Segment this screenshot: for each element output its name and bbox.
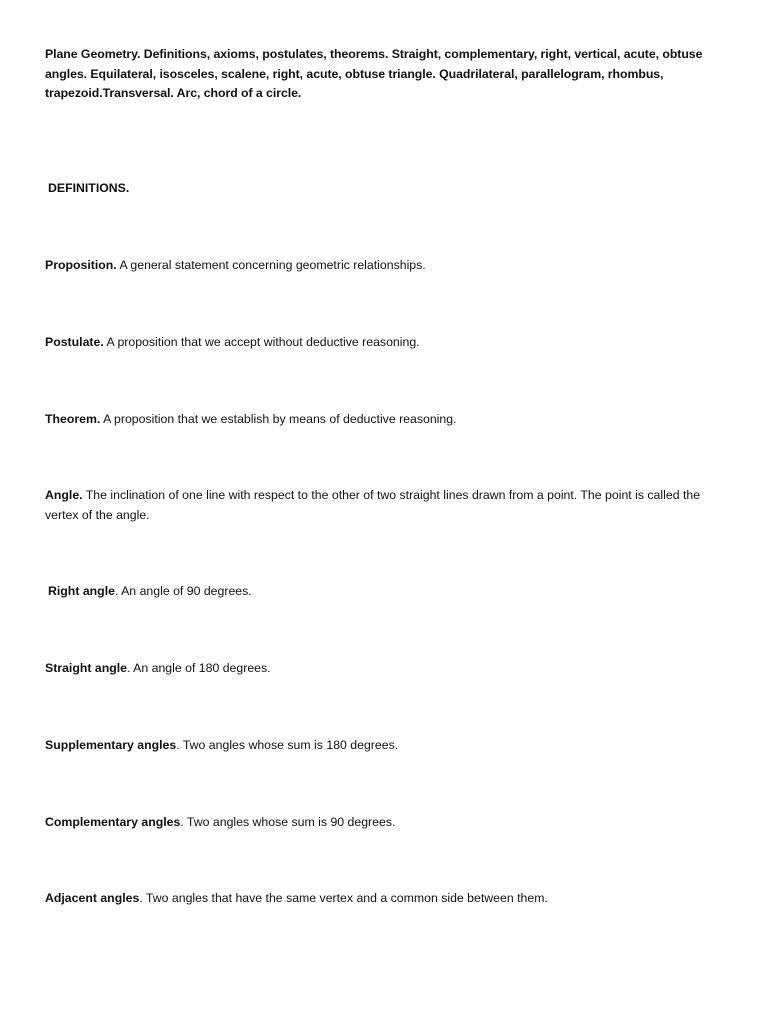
definition-term: Postulate.: [45, 335, 104, 349]
definition-supplementary-angles: [45, 736, 725, 756]
definition-term: Proposition.: [45, 258, 117, 272]
definition-term: Adjacent angles: [45, 891, 140, 905]
definition-text: . Two angles whose sum is 180 degrees.: [176, 738, 399, 752]
definition-text: A general statement concerning geometric relationships.: [116, 258, 426, 272]
definition-proposition: [45, 256, 725, 276]
definition-text: The inclination of one line with respect to the other of two straight lines drawn from a point. The point is called the vertex of the angle.: [45, 488, 701, 522]
definition-text: . An angle of 90 degrees.: [114, 584, 252, 598]
definition-adjacent-angles: [45, 889, 725, 909]
definition-term: Supplementary angles: [45, 738, 177, 752]
definition-text: . Two angles whose sum is 90 degrees.: [180, 815, 396, 829]
definition-text: A proposition that we accept without deductive reasoning.: [103, 335, 420, 349]
definition-straight-angle: [45, 659, 725, 679]
definition-term: Angle.: [45, 488, 83, 502]
definition-text: . Two angles that have the same vertex and a common side between them.: [139, 891, 548, 905]
definition-term: Complementary angles: [45, 815, 181, 829]
definition-complementary-angles: [45, 813, 725, 833]
section-heading: DEFINITIONS.: [48, 181, 130, 195]
definition-text: . An angle of 180 degrees.: [127, 661, 271, 675]
definition-angle: [45, 486, 725, 525]
definition-theorem: [45, 410, 725, 430]
document-title: Plane Geometry. Definitions, axioms, postulates, theorems. Straight, complementary, right, vertical, acute, obtuse angles. Equilateral, isosceles, scalene, right, acute, obtuse triangle. Quadrilateral, parallelogram, rhombus, trapezoid.Transversal. Arc, chord of a circle.: [45, 47, 703, 100]
definition-postulate: [45, 333, 725, 353]
definition-term: Theorem.: [45, 412, 101, 426]
definition-term: Right angle: [48, 584, 115, 598]
definition-right-angle: [48, 582, 728, 602]
definition-term: Straight angle: [45, 661, 127, 675]
definition-text: A proposition that we establish by means of deductive reasoning.: [100, 412, 457, 426]
